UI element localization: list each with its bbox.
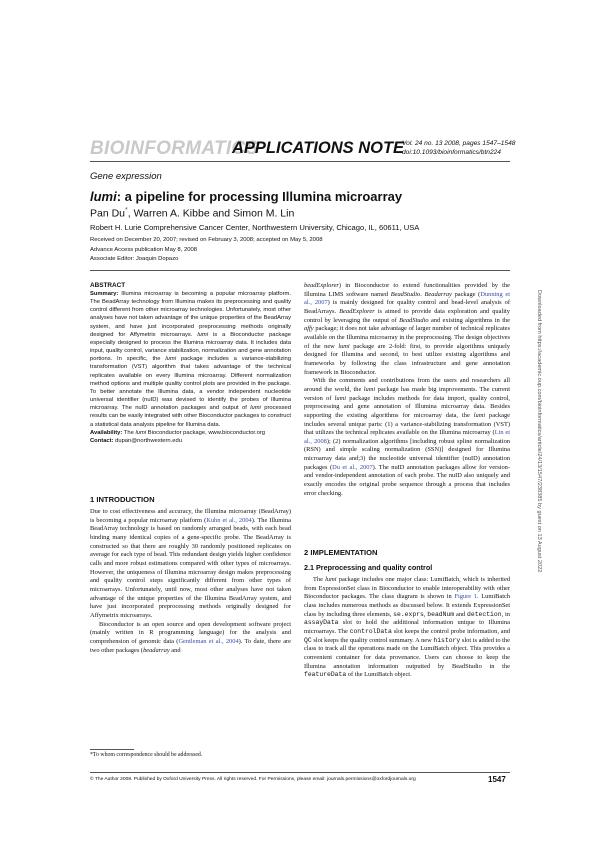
- availability-lumi: lumi: [135, 429, 147, 436]
- right-paragraph-2: [304, 377, 510, 498]
- right-p2-e: ); (2) normalization algorithms [including robust spline normalization (RSN) and simple scaling normalization (SSN)] designed for Illumina microarray data and;3) the nucleotide universal identifier (nuID) annotation packages (: [304, 437, 510, 471]
- contact-email[interactable]: dupan@northwestern.edu: [115, 437, 182, 444]
- citation-kuhn[interactable]: Kuhn et al., 2004: [206, 516, 252, 524]
- impl-p1-b: package includes one major class: LumiBatch, which is inherited from ExpressionSet class in Bioconductor to enable interoperability with other Bioconductor packages. The class diagram is shown in: [304, 576, 510, 601]
- intro-p1-text-b: ). The Illumina BeadArray technology is based on randomly arranged beads, with each bead binding many identical copies of a gene-specific probe. The BeadArray is constructed so that there are roughly 30 randomly positioned replicates on average for each type of bead. This redundant design yields higher confidence calls and more robust estimations compared with other types of microarrays. However, the uniqueness of Illumina microarray design makes preprocessing and quality control steps significantly different from other types of microarrays. Unfortunately, until now, most other analyses have not taken advantage of the unique properties of the Illumina BeadArray system, and have just incorporated preprocessing methods originally designed for Affymetrix microarrays.: [90, 516, 291, 619]
- intro-paragraph-1: [90, 508, 291, 621]
- summary-label: Summary:: [90, 291, 119, 297]
- citation-lin[interactable]: Lin et al., 2008: [304, 429, 510, 445]
- right-p2-lumi-2: lumi: [334, 394, 347, 402]
- journal-name: BIOINFORMATICS: [90, 138, 259, 159]
- header-rule: [90, 161, 510, 162]
- page-number: 1547: [488, 775, 506, 784]
- intro-heading: 1 INTRODUCTION: [90, 495, 155, 504]
- intro-body: [90, 508, 291, 655]
- impl-p1-e: and: [455, 610, 466, 618]
- right-p1-g: package; it does not take advantage of larger number of technical replicates available on the Illumina microarray in the preprocessing. The design objectives of the new: [304, 325, 510, 350]
- impl-p1-g: slot to hold the additional information unique to Illumina microarrays. The: [304, 619, 510, 635]
- author-rest: , Warren A. Kibbe and Simon M. Lin: [127, 207, 295, 220]
- code-history: history: [433, 636, 461, 644]
- code-assaydata: assayData: [304, 619, 339, 627]
- beadexplorer-name: beadExplorer: [304, 282, 339, 289]
- right-paragraph-1: [304, 282, 510, 377]
- code-controldata: controlData: [349, 627, 392, 635]
- author-first: Pan Du: [90, 207, 126, 220]
- summary-text-1: Illumina microarray is becoming a popular microarray platform. The BeadArray technology from Illumina makes its preprocessing and quality control different from other microarray technologies. Unfortunately, most other analyses have not taken advantage of the unique properties of the BeadArray system, and have just incorporated preprocessing methods originally designed for Affymetrix microarrays.: [90, 291, 291, 338]
- intro-p2-text-a: Bioconductor is an open source and open development software project (mainly written in R programming language) for the analysis and comprehension of genomic data (: [90, 620, 291, 645]
- abstract: [90, 282, 291, 445]
- associate-editor: Associate Editor: Joaquin Dopazo: [90, 256, 179, 262]
- impl-paragraph-1: [304, 576, 510, 680]
- impl-heading: 2 IMPLEMENTATION: [304, 548, 378, 557]
- summary-text-2: is a Bioconductor package especially designed to process the Illumina microarray data. It includes data input, quality control, variance stabilization, normalization and gene annotation portions. In specific, the: [90, 331, 291, 363]
- right-p1-d: ) is mainly designed for quality control and bead-level analysis of BeadArrays.: [304, 299, 511, 315]
- impl-p1-k: of the LumiBatch object.: [347, 671, 412, 679]
- availability-label: Availability:: [90, 429, 123, 436]
- right-p2-lumi: lumi: [363, 385, 376, 393]
- author-list: [90, 207, 294, 220]
- copyright-line: © The Author 2008. Published by Oxford University Press. All rights reserved. For Permissions, please email: journals.permissions@oxfordjournals.org: [90, 777, 416, 782]
- beadexplorer-name-2: BeadExplorer: [339, 307, 375, 315]
- right-p1-b: .: [420, 290, 422, 298]
- footnote: *To whom correspondence should be addressed.: [90, 752, 203, 758]
- right-p2-c: package includes methods for data import, quality control, preprocessing and gene annotation of Illumina microarray data. Besides supporting the existing algorithms for microarray data, the: [304, 394, 511, 419]
- figure-1-link[interactable]: Figure 1: [454, 593, 477, 601]
- summary-lumi-1: lumi: [197, 331, 208, 338]
- affy-name: affy: [304, 325, 314, 333]
- code-featuredata: featureData: [304, 671, 347, 679]
- article-type: APPLICATIONS NOTE: [232, 139, 405, 157]
- beadstudio-name-2: BeadStudio: [399, 316, 429, 324]
- beadstudio-name: BeadStudio: [390, 290, 421, 298]
- right-p2-lumi-3: lumi: [473, 411, 486, 419]
- impl-p1-a: The: [313, 576, 323, 583]
- impl-p1-d: ,: [423, 610, 426, 618]
- paper-title: [90, 189, 402, 204]
- download-note: Downloaded from https://academic.oup.com/bioinformatics/article/24/13/1547/238385 by guest on 13 August 2022: [536, 290, 542, 573]
- right-p1-lumi: lumi: [338, 342, 350, 350]
- volume-line: Vol. 24 no. 13 2008, pages 1547–1548: [402, 140, 516, 147]
- category-label: Gene expression: [90, 171, 162, 182]
- abstract-contact: [90, 437, 291, 445]
- contact-label: Contact:: [90, 437, 114, 444]
- received-dates: Received on December 20, 2007; revised on February 3, 2008; accepted on May 5, 2008: [90, 237, 323, 243]
- abstract-availability: [90, 429, 291, 437]
- summary-text-4: processed results can be easily integrated with other Bioconductor packages to construct a statistical data analysis pipeline for Illumina data.: [90, 405, 291, 428]
- beadarray-name: Beadarray: [424, 290, 452, 298]
- right-p1-c: package (: [454, 290, 481, 298]
- intro-beadarray: beadarray: [143, 646, 170, 654]
- abstract-summary: [90, 290, 291, 429]
- impl-p1-i: slot keeps the quality control summary. A new: [313, 636, 432, 644]
- right-p2-d: package includes several unique parts: (1) a variance-stabilizing transformation (VST) that utilizes the technical replicates available on the Illumina microarray (: [304, 411, 510, 437]
- advance-access: Advance Access publication May 8, 2008: [90, 247, 198, 253]
- citation-du[interactable]: Du et al., 2007: [332, 463, 373, 471]
- impl-lumi: lumi: [325, 576, 337, 583]
- right-p2-f: ). The nuID annotation packages allow for version- and vendor-independent annotation of each probe. The nuID also uniquely and exactly encodes the original probe sequence through a process that includes error checking.: [304, 463, 510, 497]
- doi-line: doi:10.1093/bioinformatics/btn224: [402, 149, 501, 156]
- summary-text-3: package includes a variance-stabilizing transformation (VST) algorithm that takes advantage of the technical replicates available on every Illumina microarray. Different normalization method options and multiple quality control plots are provided in the package. To better annotate the Illumina data, a vendor independent nucleotide universal identifier (nuID) was devised to identify the probes of Illumina microarray. The nuID annotation packages and output of: [90, 356, 291, 412]
- title-text: : a pipeline for processing Illumina microarray: [116, 189, 403, 204]
- abstract-heading: ABSTRACT: [90, 282, 126, 289]
- right-p1-h: package are 2-fold: first, to provide algorithms uniquely designed for Illumina and second, to best utilize existing algorithms and frameworks by following the class infrastructure and gene annotation framework in Bioconductor.: [304, 342, 510, 376]
- impl-p1-f: , in: [501, 610, 510, 618]
- impl-p1-h: slot keeps the control probe information, and: [393, 627, 510, 635]
- intro-p1-text-a: Due to cost effectiveness and accuracy, the Illumina microarray (BeadArray) is becoming a popular microarray platform (: [90, 508, 291, 524]
- right-p2-a: With the comments and contributions from the users and researchers all around the world, the: [304, 377, 510, 393]
- code-beadnum: beadNum: [427, 610, 455, 618]
- right-p2-b: package has made big improvements. The current version of: [304, 385, 510, 402]
- citation-dunning[interactable]: Dunning et al., 2007: [304, 290, 510, 307]
- intro-paragraph-2: [90, 621, 291, 656]
- citation-gentleman[interactable]: Gentleman et al., 2004: [178, 637, 239, 645]
- availability-link[interactable]: Bioconductor package, www.bioconductor.org: [147, 429, 266, 436]
- right-column-intro: [304, 282, 510, 498]
- right-p1-e: is aimed to provide data exploration and quality control by leveraging the output of: [304, 307, 510, 324]
- right-p1-a: ) in Bioconductor to extend functionalities provided by the Illumina LIMS software named: [304, 282, 510, 298]
- corresponding-mark[interactable]: *: [125, 207, 128, 214]
- footer-rule: [90, 772, 510, 773]
- summary-lumi-2: lumi: [165, 356, 176, 363]
- intro-p2-text-c: and: [169, 646, 181, 654]
- right-p1-f: and existing algorithms in the: [430, 316, 510, 324]
- footnote-rule: [90, 749, 134, 750]
- title-rule: [90, 270, 510, 271]
- intro-p2-text-b: ). To date, there are two other packages (: [90, 637, 291, 654]
- code-se-exprs: se.exprs: [393, 610, 424, 618]
- impl-p1-c: . LumiBatch class includes numerous methods as discussed below. It extends ExpressionSet class by including three elements,: [304, 593, 511, 618]
- availability-pre: The: [123, 429, 134, 436]
- code-qc: QC: [304, 636, 312, 644]
- title-lumi: lumi: [90, 189, 117, 204]
- impl-body: [304, 576, 510, 680]
- code-detection: detection: [467, 610, 502, 618]
- impl-p1-j: slot is added to the class to track all the operations made on the LumiBatch object. This provides a convenient container for data provenance. Users can choose to keep the Illumina annotation information outputted by BeadStudio in the: [304, 636, 510, 670]
- impl-subheading: 2.1 Preprocessing and quality control: [304, 563, 433, 572]
- affiliation: Robert H. Lurie Comprehensive Cancer Center, Northwestern University, Chicago, IL, 60611, USA: [90, 223, 420, 232]
- summary-lumi-3: lumi: [250, 405, 261, 412]
